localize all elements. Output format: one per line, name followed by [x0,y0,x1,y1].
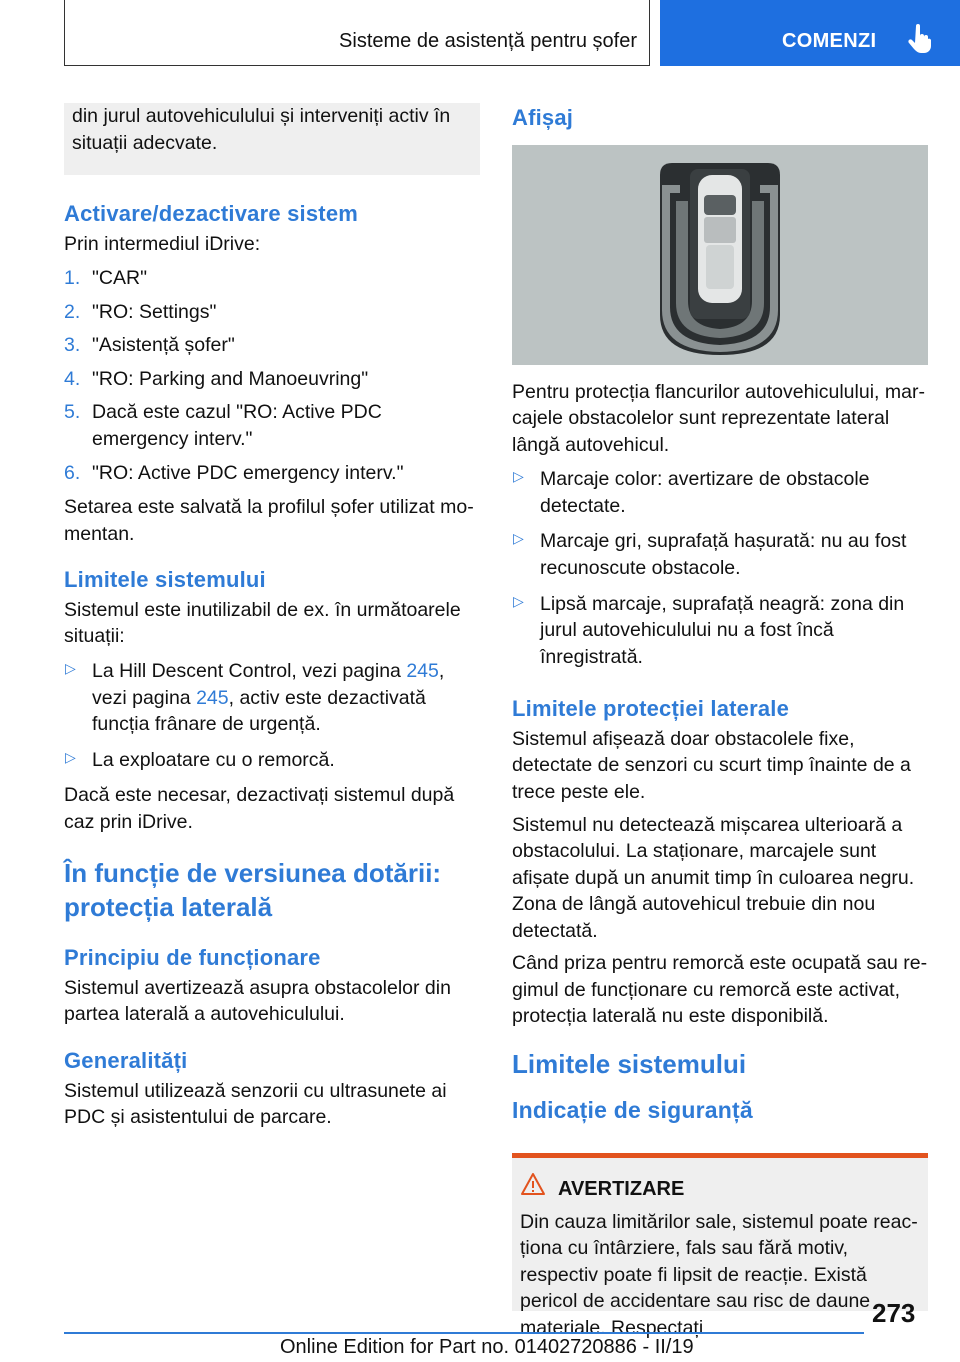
page-header [0,0,960,66]
principle-heading: Principiu de funcționare [64,944,321,970]
principle-text: Sistemul avertizează asupra obstacolelor din partea laterală a autovehiculului. [64,976,451,1026]
page-link[interactable]: 245 [196,686,229,709]
activation-heading: Activare/dezactivare sistem [64,201,359,226]
car-top-view-figure [512,145,928,365]
limits-note: Dacă este necesar, dezactivați sistemul după caz prin iDrive. [64,784,455,833]
page-number: 273 [872,1298,916,1328]
limits-list [64,658,480,773]
list-item: ▷ Marcaje color: avertizare de obstacole detectate. [513,468,870,517]
activation-lead: Prin intermediul iDrive: [64,232,261,255]
list-item: ▷ Marcaje gri, suprafață hașurată: nu au fost recunoscute obstacole. [513,530,907,579]
system-limits-heading: Limitele sistemului [512,1048,747,1079]
triangle-bullet-icon: ▷ [65,748,76,765]
tab-comenzi[interactable] [660,0,960,66]
step-item: 6. "RO: Active PDC emergency interv." [64,461,404,484]
limits-lead: Sistemul este inutilizabil de ex. în următoarele situații: [64,598,461,648]
activation-steps [64,265,480,486]
triangle-bullet-icon: ▷ [513,468,524,485]
step-item: 4. "RO: Parking and Manoeuvring" [64,367,369,390]
step-item: 3. "Asistență șofer" [64,334,235,357]
warning-title: AVERTIZARE [558,1176,920,1203]
list-item: ▷ Lipsă marcaje, suprafață neagră: zona din jurul autovehiculului nu a fost încă înregistrată. [513,592,905,668]
triangle-bullet-icon: ▷ [513,592,524,609]
section-title-box [64,0,650,66]
display-text: Pentru protecția flancurilor autovehiculului, marcajele obstacolelor sunt reprezentate lateral lângă autovehicul. [512,380,925,456]
intro-text: din jurul autovehiculului și interveniți activ în situații adecvate. [72,105,451,154]
car-sensor-display-icon [512,145,928,365]
lateral-limits-p2: Sistemul nu detectează mișcarea ulterioară a obstacolului. La staționare, marcajele sunt afișate după un anumit timp în culoarea negru. Zona de lângă autovehicul trebuie din nou detectată. [512,813,915,942]
display-list [512,466,928,670]
display-heading: Afișaj [512,105,574,130]
lateral-limits-p1: Sistemul afișează doar obstacolele fixe, detectate de senzori cu scurt timp înainte de a trece peste ele. [512,727,911,803]
activation-note: Setarea este salvată la profilul șofer utilizat momentan. [64,496,474,545]
step-item: 5. Dacă este cazul "RO: Active PDC emergency interv." [64,401,382,450]
triangle-bullet-icon: ▷ [513,530,524,547]
limits-heading: Limitele sistemului [64,567,266,593]
warning-text: Din cauza limitărilor sale, sistemul poate reacționa cu întârziere, fals sau fără motiv, respectiv poate fi lipsit de reacție. Există pericol de accidentare sau risc de daune materiale. Respectați [520,1210,918,1339]
page-link[interactable]: 245 [406,660,439,682]
continued-info-box [64,103,480,175]
list-item: ▷ La exploatare cu o remorcă. [65,748,335,771]
step-item: 1. "CAR" [64,267,148,290]
lateral-limits-heading: Limitele protecției laterale [512,696,790,722]
safety-heading: Indicație de siguranță [512,1097,753,1124]
step-item: 2. "RO: Settings" [64,300,217,323]
general-heading: Generalități [64,1047,188,1073]
section-title: Sisteme de asistență pentru șofer [339,30,637,52]
hand-pointer-icon [908,24,932,54]
triangle-bullet-icon: ▷ [65,660,76,676]
general-text: Sistemul utilizează senzorii cu ultrasunete ai PDC și asistentului de parcare. [64,1079,447,1129]
lateral-limits-p3: Când priza pentru remorcă este ocupată sau regimul de funcționare cu remorcă este activat, protecția laterală nu este disponibilă. [512,952,928,1028]
lateral-protection-heading: În funcție de versiunea dotării: protecția laterală [64,858,442,922]
left-column [64,103,480,1137]
tab-comenzi-label: COMENZI [782,30,877,52]
warning-triangle-icon [520,1172,546,1196]
list-item: ▷ La Hill Descent Control, vezi pagina 245, vezi pagina 245, activ este dezactivată funcția frânare de urgență. [65,660,445,736]
edition-text: Online Edition for Part no. 01402720886 - II/19 [280,1336,694,1358]
